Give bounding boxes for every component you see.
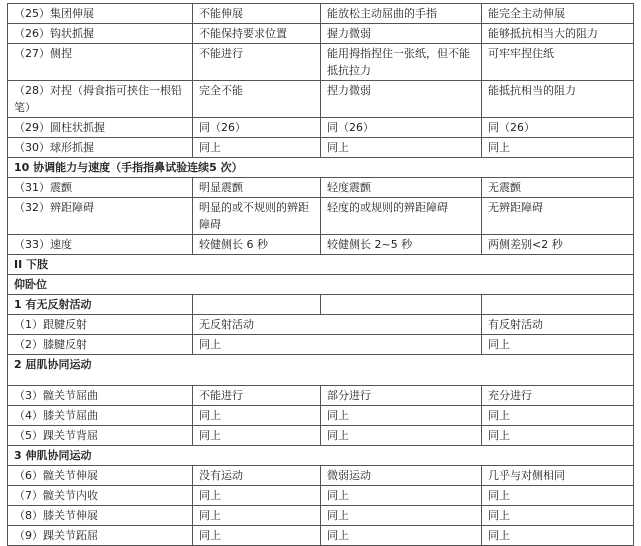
score-cell: 同上 [482,426,634,446]
score-cell: 同上 [482,335,634,355]
score-cell: 同上 [193,138,321,158]
table-row [8,81,634,118]
score-cell: 同上 [321,138,482,158]
score-cell [321,295,482,315]
item-name-cell: （7）髋关节内收 [8,486,193,506]
item-name-cell: （3）髋关节屈曲 [8,386,193,406]
table-row [8,466,634,486]
item-name-cell: （2）膝腱反射 [8,335,193,355]
item-name-cell: （9）踝关节跖屈 [8,526,193,546]
score-cell: 完全不能 [193,81,321,118]
table-row [8,138,634,158]
score-cell: 无辨距障碍 [482,198,634,235]
section-row [8,446,634,466]
score-cell: 同上 [193,506,321,526]
score-cell: 同上 [193,406,321,426]
section-heading: 3 伸肌协同运动 [8,446,634,466]
score-cell: 两侧差别<2 秒 [482,235,634,255]
item-name-cell: （6）髋关节伸展 [8,466,193,486]
score-cell: 同上 [482,486,634,506]
score-cell: 同上 [321,526,482,546]
table-row [8,335,634,355]
score-cell: 没有运动 [193,466,321,486]
section-row [8,275,634,295]
item-name-cell: （1）跟腱反射 [8,315,193,335]
score-cell: 能完全主动伸展 [482,4,634,24]
score-cell: 微弱运动 [321,466,482,486]
assessment-table-body [8,4,634,546]
score-cell: 无反射活动 [193,315,482,335]
score-cell: 轻度的或规则的辨距障碍 [321,198,482,235]
score-cell: 能够抵抗相当大的阻力 [482,24,634,44]
score-cell: 不能伸展 [193,4,321,24]
score-cell: 较健侧长 6 秒 [193,235,321,255]
table-row [8,486,634,506]
score-cell: 同上 [193,335,482,355]
score-cell: 同（26） [321,118,482,138]
table-row [8,118,634,138]
score-cell: 同上 [482,406,634,426]
section-row [8,158,634,178]
item-name-cell: （31）震颤 [8,178,193,198]
score-cell: 明显震颤 [193,178,321,198]
item-name-cell: （4）膝关节屈曲 [8,406,193,426]
score-cell: 可牢牢捏住纸 [482,44,634,81]
score-cell: 同上 [321,486,482,506]
score-cell: 能放松主动屈曲的手指 [321,4,482,24]
score-cell: 充分进行 [482,386,634,406]
item-name-cell: （5）踝关节背屈 [8,426,193,446]
score-cell: 能用拇指捏住一张纸，但不能抵抗拉力 [321,44,482,81]
table-row [8,406,634,426]
score-cell: 同上 [193,486,321,506]
table-row [8,506,634,526]
item-name-cell: （26）钩状抓握 [8,24,193,44]
item-name-cell: （29）圆柱状抓握 [8,118,193,138]
item-name-cell: （30）球形抓握 [8,138,193,158]
item-name-cell: （27）侧捏 [8,44,193,81]
score-cell: 同（26） [482,118,634,138]
section-heading: II 下肢 [8,255,634,275]
score-cell: 无震颤 [482,178,634,198]
score-cell: 捏力微弱 [321,81,482,118]
section-row [8,355,634,386]
score-cell: 能抵抗相当的阻力 [482,81,634,118]
score-cell: 同上 [482,506,634,526]
item-name-cell: （28）对捏（拇食指可挟住一根铅笔） [8,81,193,118]
table-row [8,295,634,315]
score-cell: 部分进行 [321,386,482,406]
score-cell: 同上 [321,426,482,446]
table-row [8,315,634,335]
table-row [8,386,634,406]
table-row [8,178,634,198]
score-cell: 不能进行 [193,386,321,406]
score-cell: 不能进行 [193,44,321,81]
item-name-cell: （25）集团伸展 [8,4,193,24]
score-cell: 同上 [193,526,321,546]
table-row [8,24,634,44]
score-cell: 有反射活动 [482,315,634,335]
score-cell: 明显的或不规则的辨距障碍 [193,198,321,235]
score-cell: 同上 [482,138,634,158]
score-cell: 轻度震颤 [321,178,482,198]
item-name-cell: 1 有无反射活动 [8,295,193,315]
table-row [8,198,634,235]
section-heading: 仰卧位 [8,275,634,295]
item-name-cell: （8）膝关节伸展 [8,506,193,526]
score-cell [482,295,634,315]
assessment-table [7,3,634,546]
score-cell: 同（26） [193,118,321,138]
section-row [8,255,634,275]
score-cell [193,295,321,315]
table-row [8,426,634,446]
score-cell: 同上 [321,506,482,526]
section-heading: 10 协调能力与速度（手指指鼻试验连续5 次） [8,158,634,178]
score-cell: 同上 [482,526,634,546]
score-cell: 同上 [321,406,482,426]
score-cell: 同上 [193,426,321,446]
table-row [8,526,634,546]
table-row [8,44,634,81]
section-heading: 2 屈肌协同运动 [8,355,634,386]
score-cell: 不能保持要求位置 [193,24,321,44]
score-cell: 几乎与对侧相同 [482,466,634,486]
item-name-cell: （32）辨距障碍 [8,198,193,235]
table-row [8,235,634,255]
table-row [8,4,634,24]
score-cell: 握力微弱 [321,24,482,44]
item-name-cell: （33）速度 [8,235,193,255]
score-cell: 较健侧长 2~5 秒 [321,235,482,255]
